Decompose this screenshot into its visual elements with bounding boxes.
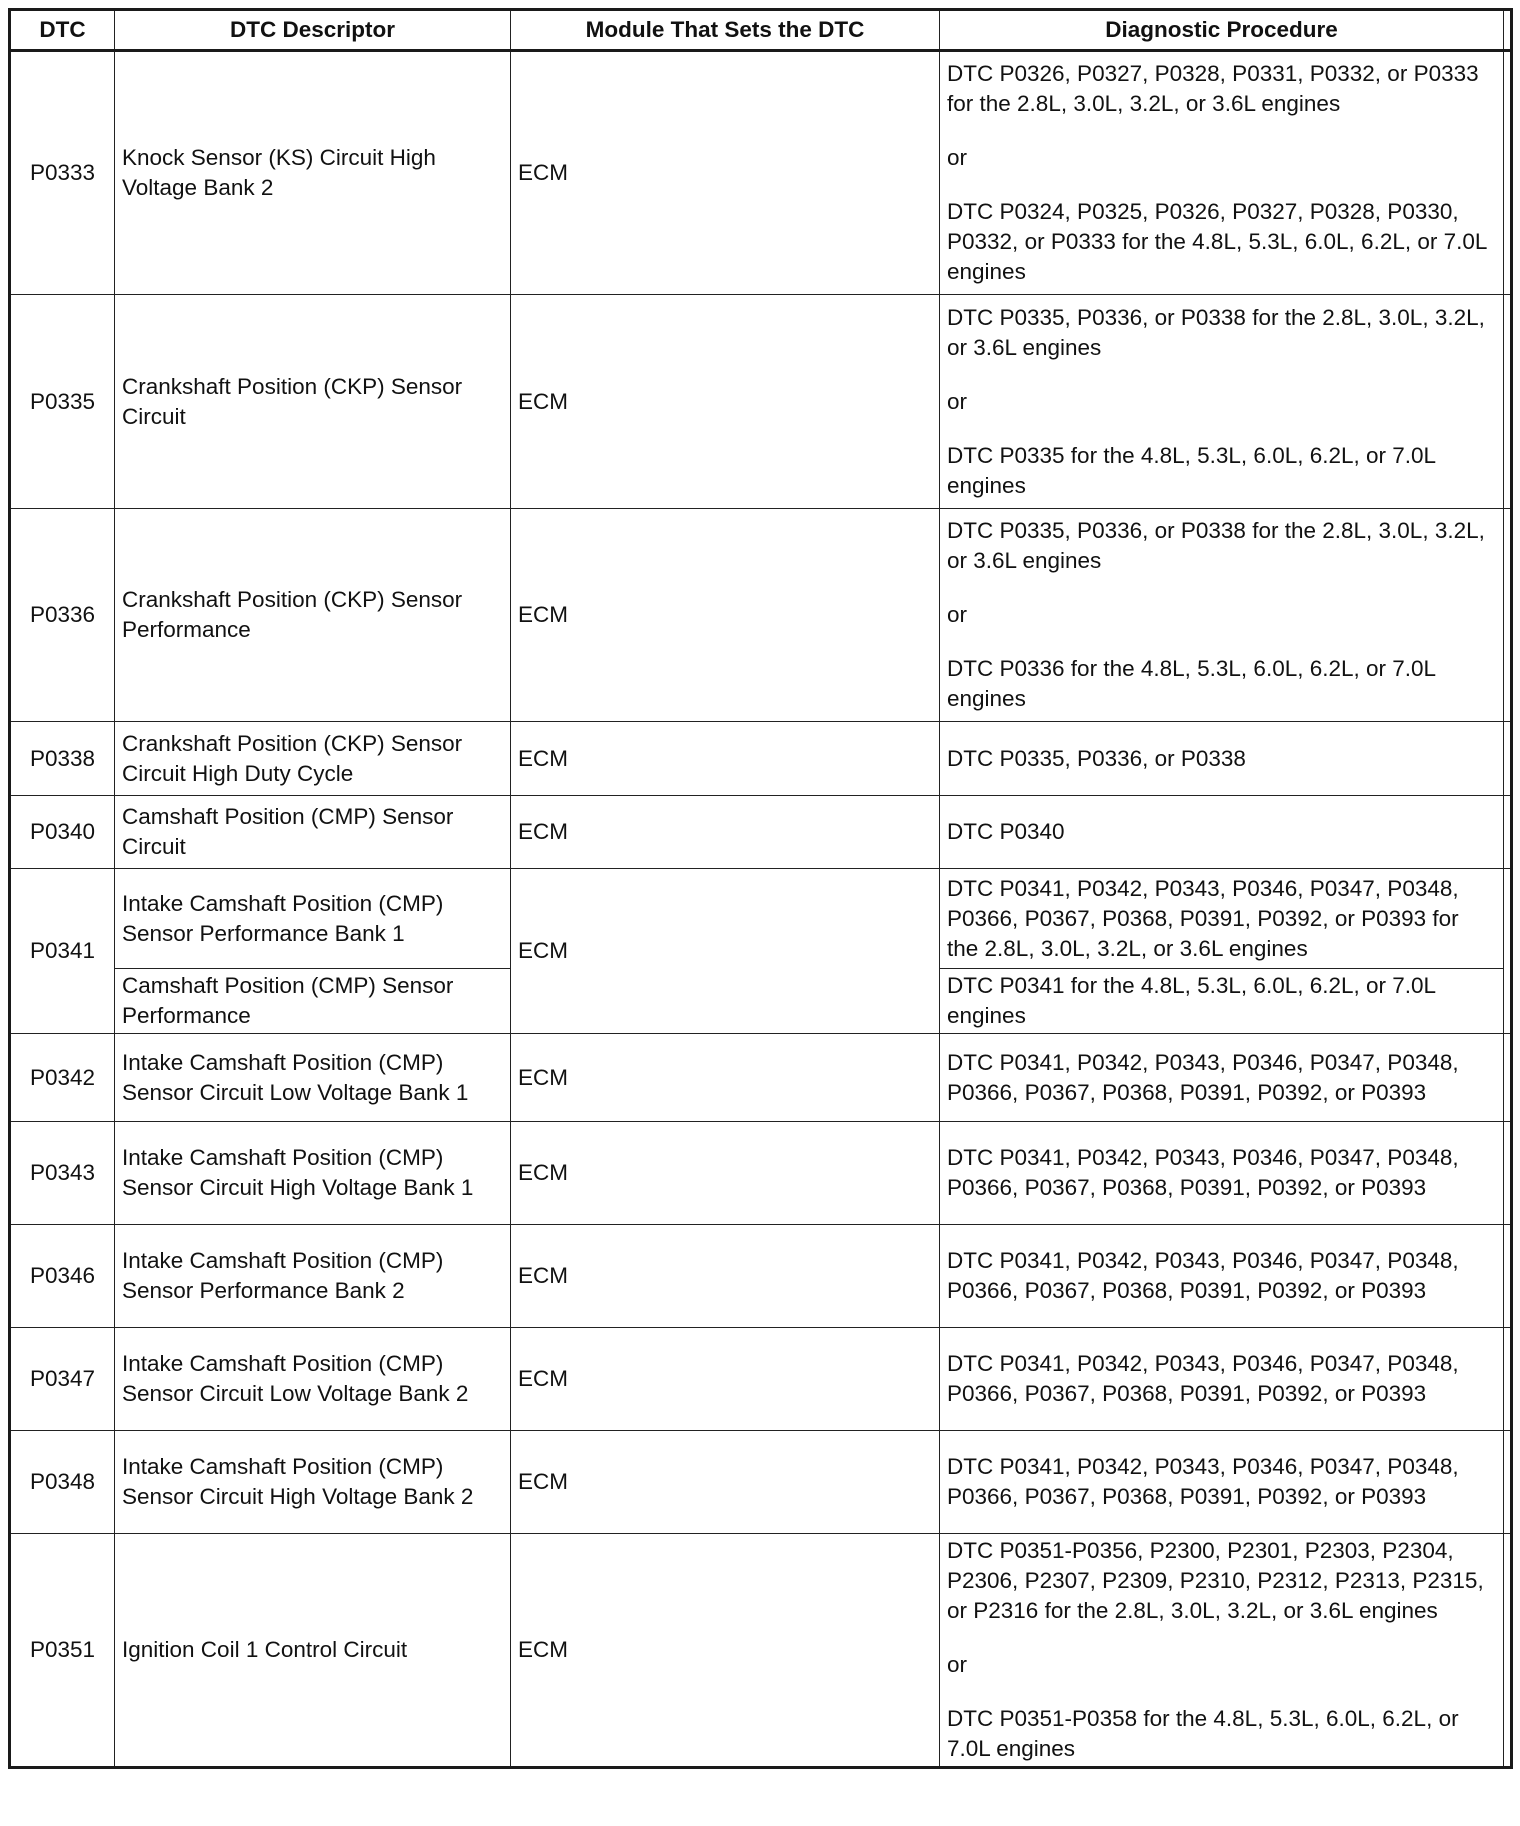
cell-procedure [940, 295, 1504, 509]
table-row [10, 295, 1512, 509]
cell-dtc: P0338 [10, 722, 115, 796]
cell-empty-column [1504, 1328, 1512, 1431]
table-row [10, 509, 1512, 722]
cell-procedure [940, 51, 1504, 295]
procedure-text: DTC P0335, P0336, or P0338 for the 2.8L, 3.0L, 3.2L, or 3.6L engines [947, 518, 1485, 573]
cell-empty-column [1504, 1122, 1512, 1225]
cell-dtc: P0333 [10, 51, 115, 295]
table-row [10, 1034, 1512, 1122]
cell-dtc: P0335 [10, 295, 115, 509]
cell-module: ECM [511, 1034, 940, 1122]
table-body [10, 51, 1512, 1768]
paragraph-gap [947, 1626, 1496, 1650]
procedure-text: DTC P0326, P0327, P0328, P0331, P0332, or P0333 for the 2.8L, 3.0L, 3.2L, or 3.6L engines [947, 61, 1479, 116]
procedure-text: DTC P0341, P0342, P0343, P0346, P0347, P0348, P0366, P0367, P0368, P0391, P0392, or P0393 [947, 1248, 1459, 1303]
table-row [10, 796, 1512, 869]
cell-module: ECM [511, 295, 940, 509]
cell-module: ECM [511, 1328, 940, 1431]
cell-descriptor: Intake Camshaft Position (CMP) Sensor Performance Bank 1 [115, 869, 511, 969]
cell-module: ECM [511, 722, 940, 796]
cell-procedure [940, 1122, 1504, 1225]
cell-empty-column [1504, 295, 1512, 509]
table-row [10, 1122, 1512, 1225]
header-procedure: Diagnostic Procedure [940, 10, 1504, 51]
cell-empty-column [1504, 509, 1512, 722]
cell-module: ECM [511, 1225, 940, 1328]
cell-module: ECM [511, 1534, 940, 1768]
procedure-text: DTC P0335, P0336, or P0338 for the 2.8L, 3.0L, 3.2L, or 3.6L engines [947, 304, 1485, 360]
paragraph-gap [947, 630, 1496, 654]
cell-procedure [940, 509, 1504, 722]
paragraph-gap [947, 1680, 1496, 1704]
header-module: Module That Sets the DTC [511, 10, 940, 51]
cell-descriptor: Crankshaft Position (CKP) Sensor Circuit [115, 295, 511, 509]
cell-procedure [940, 1431, 1504, 1534]
cell-dtc: P0343 [10, 1122, 115, 1225]
table-row [10, 1431, 1512, 1534]
procedure-text: DTC P0351-P0356, P2300, P2301, P2303, P2304, P2306, P2307, P2309, P2310, P2312, P2313, P2315, or P2316 for the 2.8L, 3.0L, 3.2L, or 3.6L engines [947, 1538, 1484, 1623]
cell-dtc: P0346 [10, 1225, 115, 1328]
cell-empty-column [1504, 1034, 1512, 1122]
procedure-text: DTC P0341, P0342, P0343, P0346, P0347, P0348, P0366, P0367, P0368, P0391, P0392, or P0393 [947, 1351, 1459, 1406]
table-row [10, 51, 1512, 295]
paragraph-gap [947, 173, 1496, 197]
paragraph-gap [947, 363, 1496, 387]
cell-procedure [940, 969, 1504, 1034]
procedure-text: DTC P0324, P0325, P0326, P0327, P0328, P0330, P0332, or P0333 for the 4.8L, 5.3L, 6.0L, 6.2L, or 7.0L engines [947, 199, 1487, 284]
header-dtc: DTC [10, 10, 115, 51]
cell-procedure [940, 1328, 1504, 1431]
cell-empty-column [1504, 51, 1512, 295]
header-descriptor: DTC Descriptor [115, 10, 511, 51]
procedure-text: DTC P0335, P0336, or P0338 [947, 745, 1246, 771]
procedure-text: DTC P0341, P0342, P0343, P0346, P0347, P0348, P0366, P0367, P0368, P0391, P0392, or P0393 [947, 1145, 1459, 1200]
cell-descriptor: Crankshaft Position (CKP) Sensor Circuit High Duty Cycle [115, 722, 511, 796]
cell-descriptor: Intake Camshaft Position (CMP) Sensor Circuit Low Voltage Bank 1 [115, 1034, 511, 1122]
table-row [10, 1225, 1512, 1328]
cell-empty-column [1504, 1225, 1512, 1328]
procedure-text: DTC P0341, P0342, P0343, P0346, P0347, P0348, P0366, P0367, P0368, P0391, P0392, or P0393 for the 2.8L, 3.0L, 3.2L, or 3.6L engines [947, 875, 1459, 961]
header-empty-column [1504, 10, 1512, 51]
paragraph-gap [947, 576, 1496, 600]
cell-module: ECM [511, 1431, 940, 1534]
cell-procedure [940, 1225, 1504, 1328]
dtc-table [8, 8, 1513, 1769]
cell-dtc: P0340 [10, 796, 115, 869]
procedure-text: DTC P0340 [947, 819, 1065, 844]
cell-procedure [940, 869, 1504, 969]
cell-dtc: P0341 [10, 869, 115, 1034]
cell-descriptor: Intake Camshaft Position (CMP) Sensor Circuit Low Voltage Bank 2 [115, 1328, 511, 1431]
cell-dtc: P0342 [10, 1034, 115, 1122]
table-header-row [10, 10, 1512, 51]
procedure-text: DTC P0341 for the 4.8L, 5.3L, 6.0L, 6.2L, or 7.0L engines [947, 973, 1436, 1028]
cell-dtc: P0351 [10, 1534, 115, 1768]
cell-procedure [940, 1534, 1504, 1768]
procedure-text: or [947, 1652, 968, 1677]
cell-module: ECM [511, 796, 940, 869]
cell-descriptor: Knock Sensor (KS) Circuit High Voltage Bank 2 [115, 51, 511, 295]
cell-dtc: P0347 [10, 1328, 115, 1431]
cell-dtc: P0348 [10, 1431, 115, 1534]
cell-descriptor: Ignition Coil 1 Control Circuit [115, 1534, 511, 1768]
procedure-text: or [947, 602, 968, 627]
procedure-text: DTC P0341, P0342, P0343, P0346, P0347, P0348, P0366, P0367, P0368, P0391, P0392, or P0393 [947, 1049, 1459, 1105]
table-row [10, 1328, 1512, 1431]
table-row [10, 1534, 1512, 1768]
cell-procedure [940, 796, 1504, 869]
paragraph-gap [947, 417, 1496, 441]
cell-module: ECM [511, 869, 940, 1034]
cell-empty-column [1504, 869, 1512, 1034]
procedure-text: or [947, 388, 968, 414]
cell-descriptor: Camshaft Position (CMP) Sensor Performance [115, 969, 511, 1034]
cell-empty-column [1504, 1431, 1512, 1534]
cell-module: ECM [511, 1122, 940, 1225]
cell-descriptor: Intake Camshaft Position (CMP) Sensor Circuit High Voltage Bank 2 [115, 1431, 511, 1534]
cell-procedure [940, 722, 1504, 796]
cell-empty-column [1504, 796, 1512, 869]
cell-descriptor: Intake Camshaft Position (CMP) Sensor Circuit High Voltage Bank 1 [115, 1122, 511, 1225]
procedure-text: DTC P0341, P0342, P0343, P0346, P0347, P0348, P0366, P0367, P0368, P0391, P0392, or P0393 [947, 1454, 1459, 1509]
cell-empty-column [1504, 1534, 1512, 1768]
cell-descriptor: Crankshaft Position (CKP) Sensor Performance [115, 509, 511, 722]
cell-dtc: P0336 [10, 509, 115, 722]
paragraph-gap [947, 119, 1496, 143]
cell-descriptor: Intake Camshaft Position (CMP) Sensor Performance Bank 2 [115, 1225, 511, 1328]
cell-empty-column [1504, 722, 1512, 796]
cell-module: ECM [511, 51, 940, 295]
procedure-text: DTC P0335 for the 4.8L, 5.3L, 6.0L, 6.2L, or 7.0L engines [947, 442, 1436, 498]
table-row [10, 869, 1512, 969]
cell-module: ECM [511, 509, 940, 722]
table-row [10, 722, 1512, 796]
procedure-text: DTC P0351-P0358 for the 4.8L, 5.3L, 6.0L, 6.2L, or 7.0L engines [947, 1706, 1459, 1761]
cell-procedure [940, 1034, 1504, 1122]
procedure-text: or [947, 145, 968, 170]
cell-descriptor: Camshaft Position (CMP) Sensor Circuit [115, 796, 511, 869]
procedure-text: DTC P0336 for the 4.8L, 5.3L, 6.0L, 6.2L, or 7.0L engines [947, 656, 1436, 711]
